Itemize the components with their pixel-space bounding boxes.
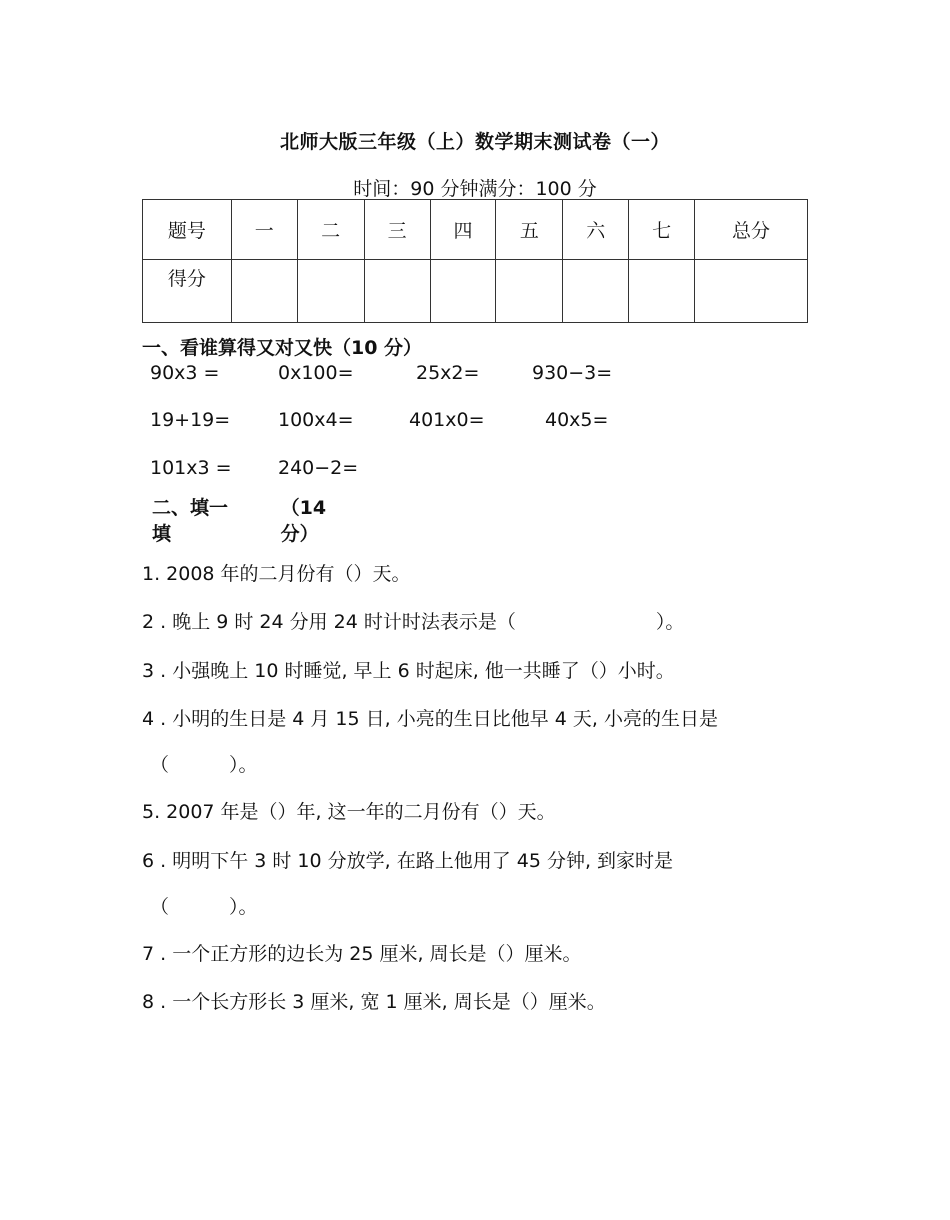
section2-points: （14: [280, 497, 327, 519]
score-cell[interactable]: [629, 260, 695, 323]
score-cell[interactable]: [695, 260, 808, 323]
score-cell[interactable]: [231, 260, 297, 323]
section2-heading-text-cont: 填: [152, 523, 172, 545]
equation: 930−3=: [532, 362, 613, 384]
header-cell: 三: [364, 200, 430, 260]
section2-heading-text: 二、填一: [152, 497, 229, 519]
section1-heading: 一、看谁算得又对又快（10 分）: [142, 337, 423, 359]
section2-heading: [152, 495, 327, 545]
row-label: 得分: [143, 260, 232, 323]
answer-close-paren: ）。: [229, 896, 258, 918]
header-cell: 六: [563, 200, 629, 260]
equation: 101x3 =: [150, 457, 232, 479]
question-5: 5. 2007 年是（）年, 这一年的二月份有（）天。: [142, 801, 556, 823]
header-cell: 二: [297, 200, 364, 260]
score-table-header-row: [143, 200, 808, 260]
question-3: 3 . 小强晚上 10 时睡觉, 早上 6 时起床, 他一共睡了（）小时。: [142, 660, 675, 682]
exam-info: 时间：90 分钟满分：100 分: [353, 178, 597, 200]
question-1: 1. 2008 年的二月份有（）天。: [142, 563, 411, 585]
question-8: 8 . 一个长方形长 3 厘米, 宽 1 厘米, 周长是（）厘米。: [142, 991, 606, 1013]
score-cell[interactable]: [297, 260, 364, 323]
header-cell: 七: [629, 200, 695, 260]
page-title: 北师大版三年级（上）数学期末测试卷（一）: [279, 131, 670, 153]
answer-close-paren: ）。: [655, 611, 685, 633]
score-table: [142, 199, 808, 323]
question-text: 2 . 晚上 9 时 24 分用 24 时计时法表示是（: [142, 611, 516, 633]
equation: 401x0=: [409, 409, 485, 431]
header-cell: 一: [231, 200, 297, 260]
header-cell: 题号: [143, 200, 232, 260]
score-cell[interactable]: [563, 260, 629, 323]
equation: 100x4=: [278, 409, 354, 431]
answer-close-paren: ）。: [229, 754, 258, 776]
equation: 90x3 =: [150, 362, 220, 384]
equation: 40x5=: [545, 409, 609, 431]
answer-open-paren: （: [150, 896, 170, 918]
score-cell[interactable]: [430, 260, 496, 323]
header-cell: 四: [430, 200, 496, 260]
header-cell: 总分: [695, 200, 808, 260]
equation: 0x100=: [278, 362, 354, 384]
question-7: 7 . 一个正方形的边长为 25 厘米, 周长是（）厘米。: [142, 943, 582, 965]
question-2: [142, 607, 684, 634]
question-4-answer: [150, 750, 258, 777]
section2-points-cont: 分）: [280, 523, 319, 545]
question-6-answer: [150, 892, 258, 919]
question-4: 4 . 小明的生日是 4 月 15 日, 小亮的生日比他早 4 天, 小亮的生日是: [142, 708, 718, 730]
score-cell[interactable]: [496, 260, 563, 323]
question-6: 6 . 明明下午 3 时 10 分放学, 在路上他用了 45 分钟, 到家时是: [142, 850, 674, 872]
score-table-score-row: [143, 260, 808, 323]
equation: 240−2=: [278, 457, 359, 479]
equation: 19+19=: [150, 409, 231, 431]
answer-open-paren: （: [150, 754, 170, 776]
score-cell[interactable]: [364, 260, 430, 323]
equation: 25x2=: [416, 362, 480, 384]
header-cell: 五: [496, 200, 563, 260]
